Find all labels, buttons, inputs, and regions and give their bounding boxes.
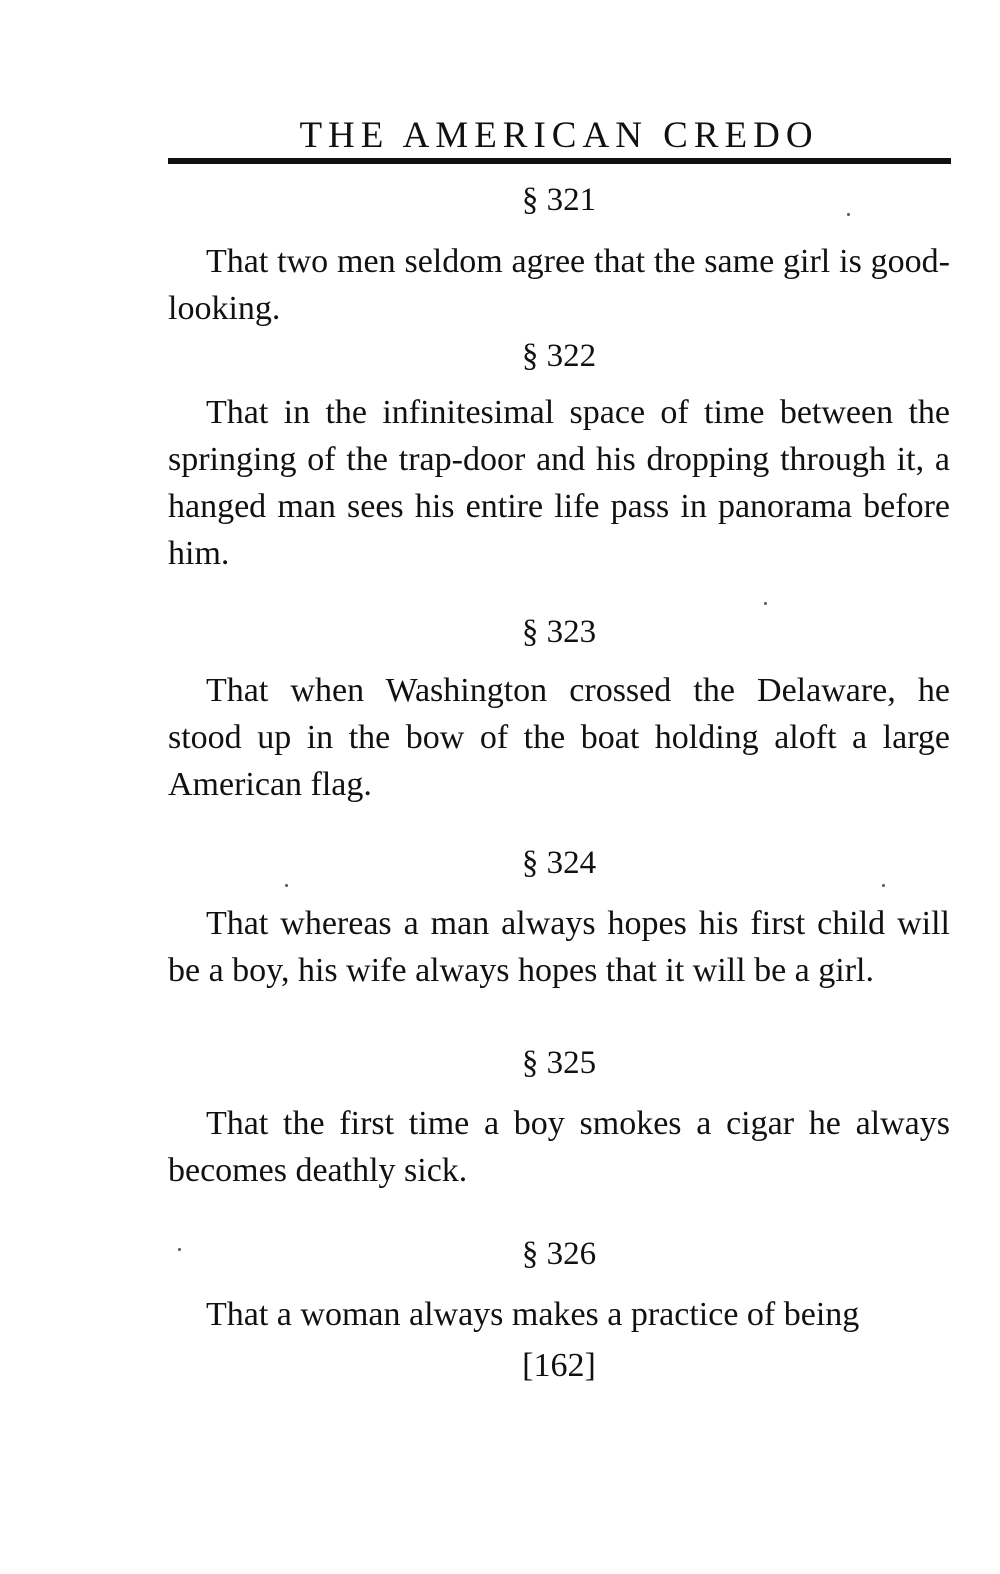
section-text-325: That the first time a boy smokes a cigar he always becomes deathly sick. bbox=[168, 1105, 950, 1189]
section-number-326: § 326 bbox=[521, 1236, 597, 1272]
section-text-323: That when Washington crossed the Delaware, he stood up in the bow of the boat holding aloft a large American flag. bbox=[168, 672, 950, 803]
section-number-324: § 324 bbox=[521, 845, 597, 881]
scan-speck bbox=[178, 1248, 181, 1251]
header-rule bbox=[168, 158, 951, 164]
scan-speck bbox=[847, 213, 850, 216]
page-number: [162] bbox=[522, 1347, 596, 1384]
scan-speck bbox=[285, 884, 288, 887]
section-number-322: § 322 bbox=[521, 338, 597, 374]
scan-speck bbox=[764, 602, 767, 605]
section-text-321: That two men seldom agree that the same girl is good-looking. bbox=[168, 243, 950, 327]
section-number-325: § 325 bbox=[521, 1045, 597, 1081]
section-text-326: That a woman always makes a practice of being bbox=[206, 1296, 860, 1333]
section-number-323: § 323 bbox=[521, 614, 597, 650]
running-head: THE AMERICAN CREDO bbox=[299, 115, 819, 156]
scan-speck bbox=[882, 884, 885, 887]
section-number-321: § 321 bbox=[521, 182, 597, 218]
section-text-324: That whereas a man always hopes his first child will be a boy, his wife always hopes that it will be a girl. bbox=[168, 905, 950, 989]
section-text-322: That in the infinitesimal space of time between the springing of the trap-door and his dropping through it, a hanged man sees his entire life pass in panorama before him. bbox=[168, 394, 950, 572]
